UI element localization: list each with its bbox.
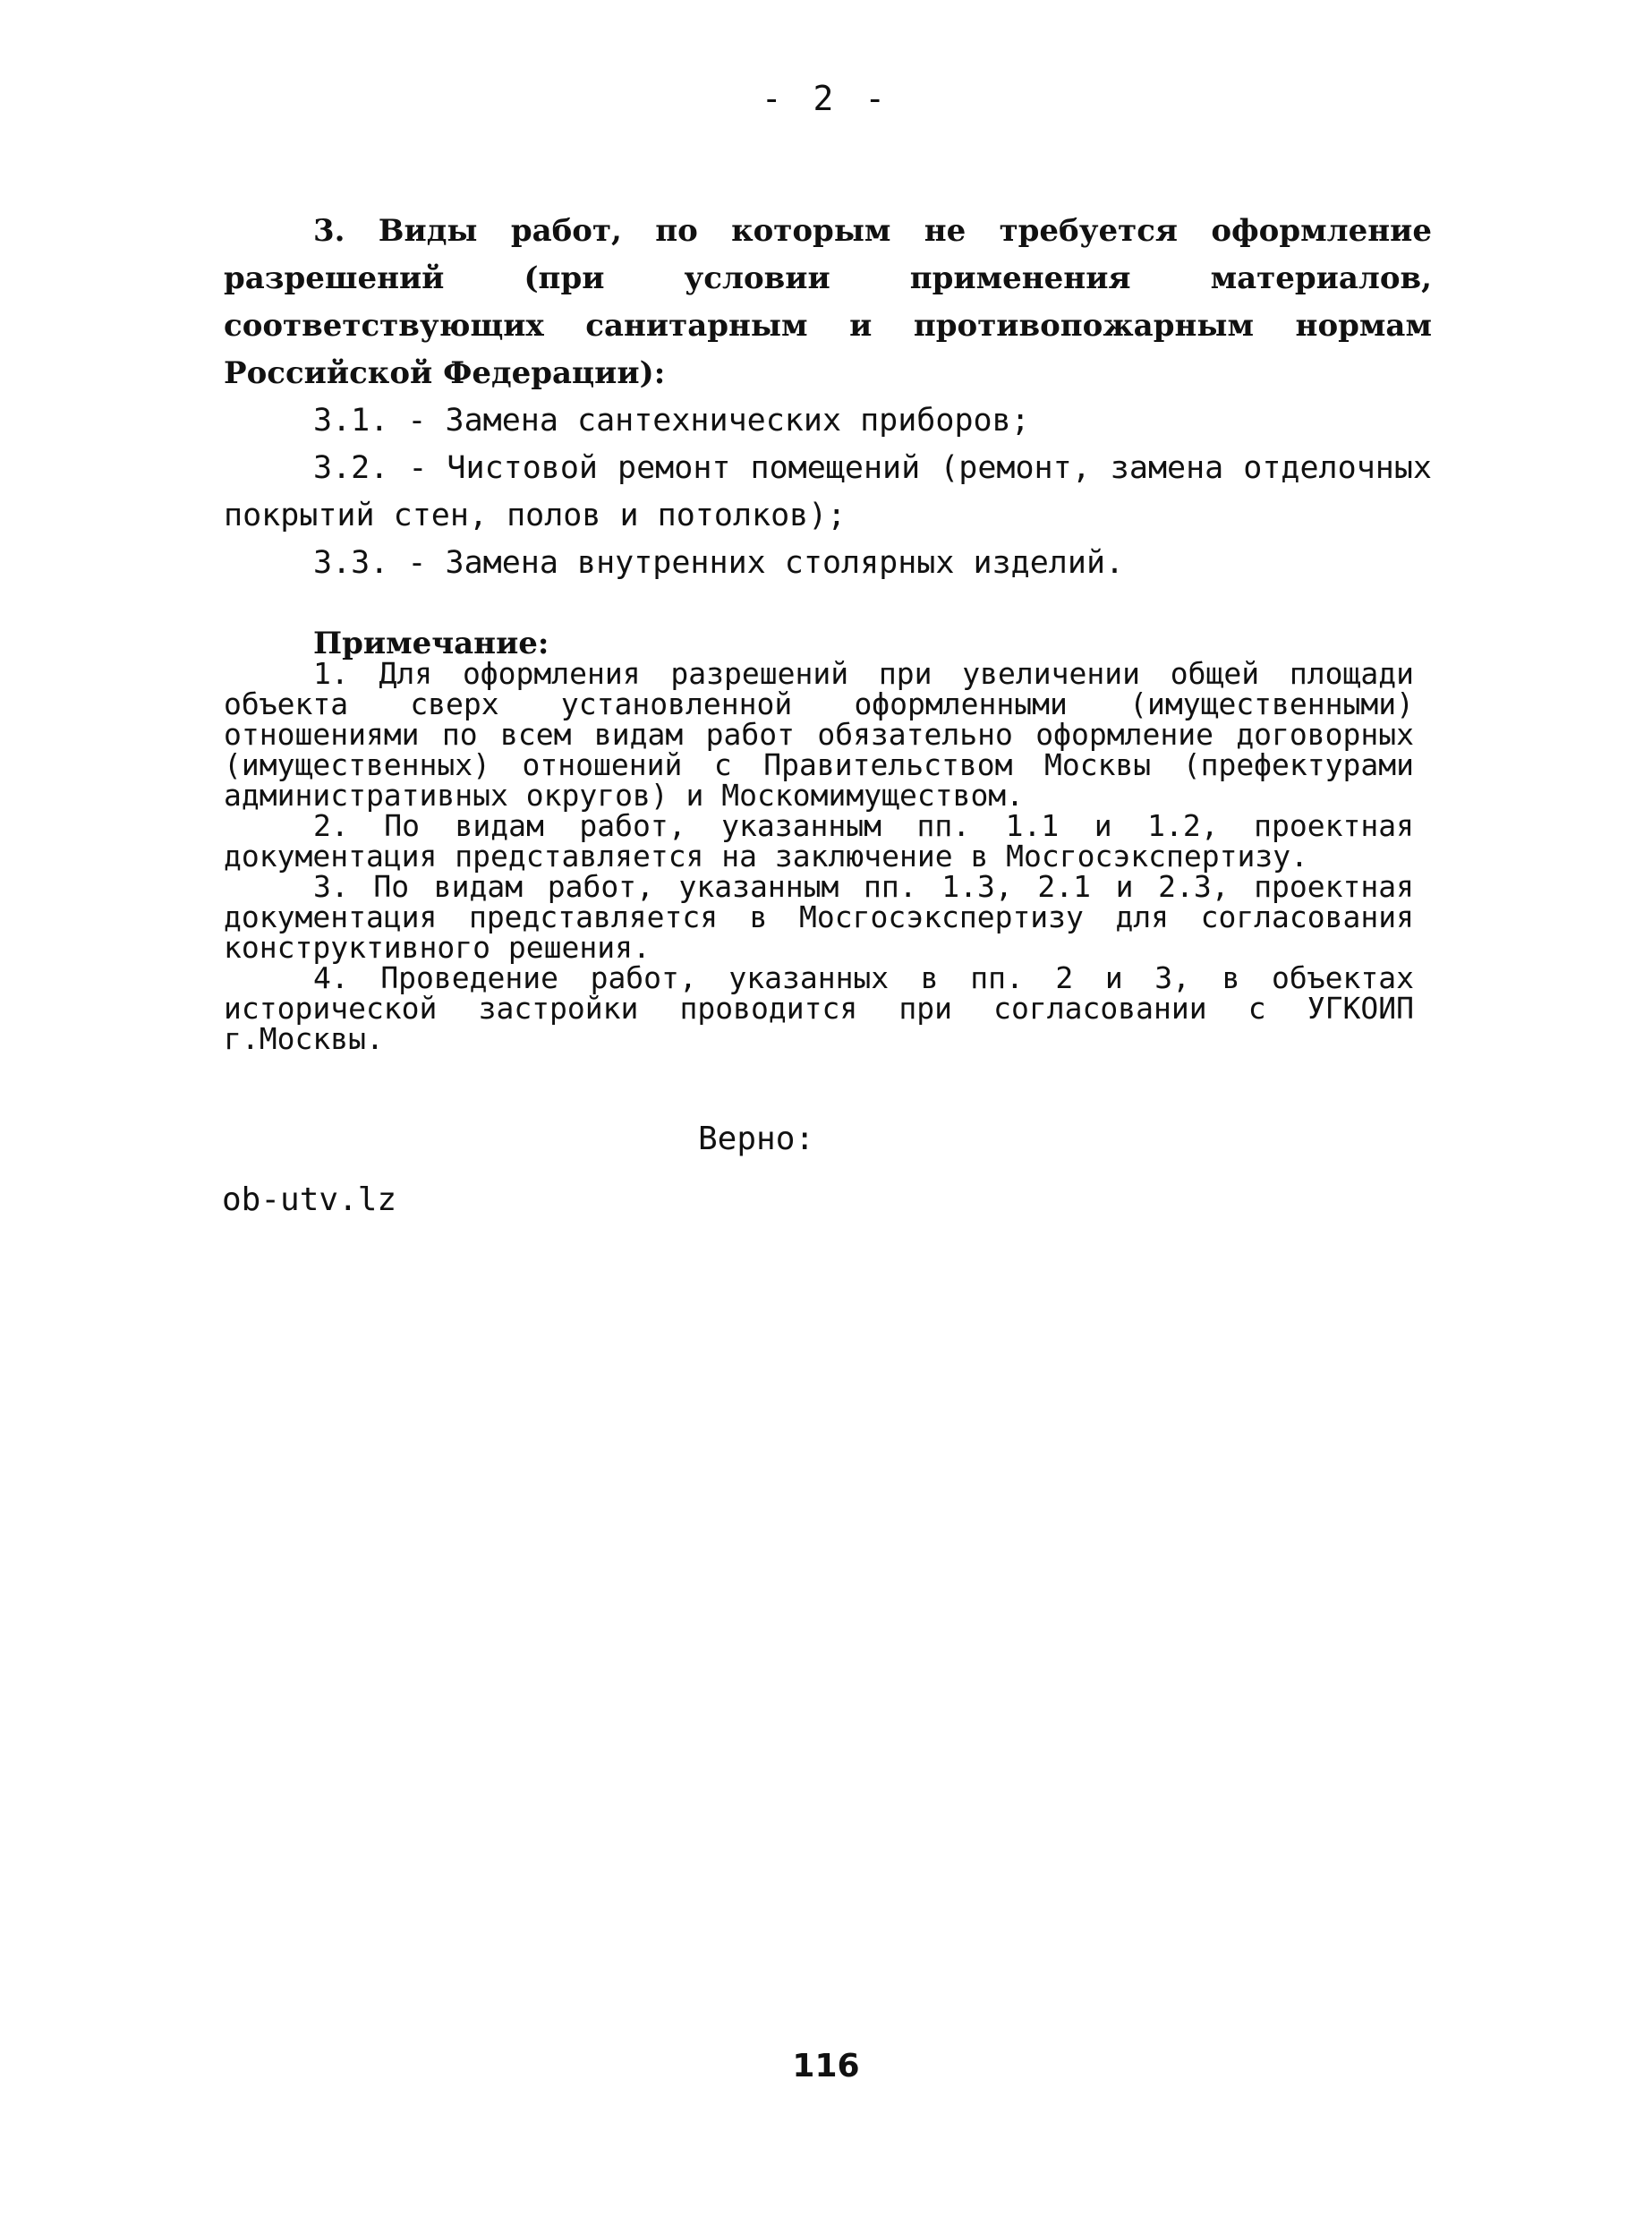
section-title: 3. Виды работ, по которым не требуется оформление разрешений (при условии применения материалов, соответствующих санитарным и противопожарным нормам Российской Федерации):: [224, 213, 1432, 391]
page-marker: - 2 -: [761, 79, 891, 118]
file-reference: ob-utv.lz: [222, 1181, 397, 1218]
section-3: [224, 208, 1432, 587]
section-item-3-1: 3.1. - Замена сантехнических приборов;: [313, 403, 1030, 439]
note-item-2: 2. По видам работ, указанным пп. 1.1 и 1.2, проектная документация представляется на заключение в Мосгосэкспертизу.: [224, 808, 1414, 874]
note-item-3: 3. По видам работ, указанным пп. 1.3, 2.1 и 2.3, проектная документация представляется в Мосгосэкспертизу для согласования конструктивного решения.: [224, 869, 1414, 965]
note-item-4: 4. Проведение работ, указанных в пп. 2 и 3, в объектах исторической застройки проводится при согласовании с УГКОИП г.Москвы.: [224, 960, 1414, 1056]
note-item-1: 1. Для оформления разрешений при увеличении общей площади объекта сверх установленной оформленными (имущественными) отношениями по всем видам работ обязательно оформление договорных (имущественных) отношений с Правительством Москвы (префектурами административных округов) и Москомимуществом.: [224, 656, 1414, 813]
section-item-3-2: 3.2. - Чистовой ремонт помещений (ремонт, замена отделочных покрытий стен, полов и потолков);: [224, 450, 1432, 533]
section-item-3-3: 3.3. - Замена внутренних столярных изделий.: [313, 545, 1125, 581]
note-title: Примечание:: [313, 626, 549, 661]
note-block: [224, 628, 1414, 1054]
verification-label: Верно:: [698, 1121, 815, 1157]
page-number: 116: [792, 2048, 860, 2084]
